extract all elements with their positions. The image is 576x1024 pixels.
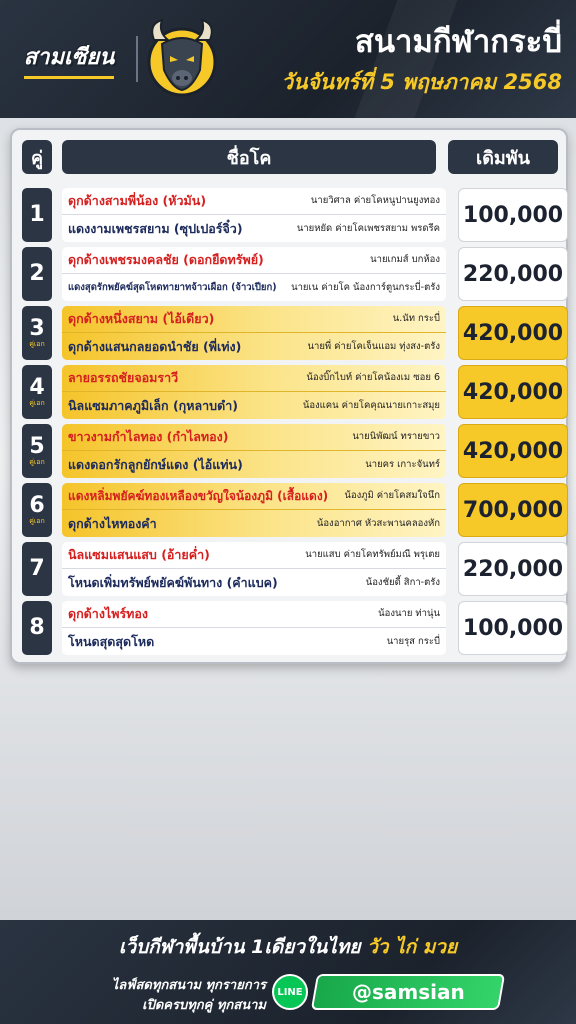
bull-2-line [62,215,446,242]
bet-amount: 100,000 [458,601,568,655]
bull-1-line [62,483,446,510]
footer-open-text: เปิดครบทุกคู่ ทุกสนาม [142,998,266,1013]
bet-amount: 420,000 [458,306,568,360]
match-row [22,424,564,478]
column-header-bet: เดิมพัน [448,140,558,174]
bull-2-line [62,392,446,419]
footer-tagline-text: เว็บกีฬาพื้นบ้าน 1เดียวในไทย [118,936,361,958]
pair-number-badge [22,542,52,596]
bull-2-name: แดงงามเพชรสยาม (ซุปเปอร์จิ๋ว) [68,220,243,236]
page-title: สนามกีฬากระบี่ [354,24,562,60]
bull-2-name: แดงสุดรักพยัคฆ์สุดโหดทายาทจ้าวเผือก (จ้าวเปียก) [68,282,277,293]
bull-1-owner: น.นัท กระบี่ [392,313,440,324]
bull-2-line [62,274,446,301]
bull-2-owner: นายเน ค่ายโค น้องการ์ตูนกระบี่-ตรัง [291,281,440,293]
brand-logo [8,40,130,78]
bull-1-line [62,306,446,333]
header-banner [0,0,576,118]
pair-number: 4 [29,374,45,400]
bull-2-owner: นายรุส กระบี่ [386,635,440,647]
bull-2-owner: นายพี่ ค่ายโคเจ็นแอม ทุ่งสง-ตรัง [307,340,440,352]
bull-1-line [62,601,446,628]
bet-amount: 420,000 [458,424,568,478]
bull-1-owner: น้องบิ๊กไบท์ ค่ายโคน้องเม ซอย 6 [306,372,440,383]
bull-2-line [62,333,446,360]
bull-1-line [62,424,446,451]
match-row [22,601,564,655]
bull-2-name: แดงดอกรักลูกยักษ์แดง (ไอ้แท่น) [68,456,243,472]
bull-1-name: ขาวงามกำไลทอง (กำไลทอง) [68,429,229,444]
pair-number-badge [22,365,52,419]
pair-number-badge [22,424,52,478]
bull-1-line [62,247,446,274]
bull-1-name: ดุกด้างไพร์ทอง [68,606,149,621]
match-row [22,306,564,360]
bull-1-line [62,365,446,392]
bull-2-name: ดุกด้างไหทองคำ [68,515,157,531]
pair-number: 7 [29,556,45,581]
bull-1-name: ดุกด้างเพชรมงคลชัย (ดอกยืดทรัพย์) [68,252,264,267]
bull-1-owner: นายวิศาล ค่ายโคหนูปานยูงทอง [310,195,440,206]
line-handle-button[interactable] [311,974,505,1010]
bull-1-owner: น้องภูมิ ค่ายโคสมใจนึก [344,490,440,501]
brand-divider [136,36,138,82]
pair-number: 6 [29,492,45,518]
bull-1-owner: นายนิพัฒน์ ทรายขาว [352,431,440,442]
bull-names-cell [62,542,446,596]
match-row [22,483,564,537]
pair-number-badge [22,601,52,655]
bull-1-name: ดุกด้างหนึ่งสยาม (ไอ้เดียว) [68,311,215,326]
footer-banner [0,920,576,1024]
bull-1-owner: น้องนาย ท่านุ่น [378,608,440,619]
bull-1-owner: นายแสบ ค่ายโคทรัพย์มณี พรุเตย [305,549,440,560]
pair-number: 3 [29,315,45,341]
brand-name: สามเซียน [24,39,115,79]
line-app-icon[interactable] [272,974,308,1010]
match-table [10,128,568,664]
bull-2-owner: น้องแคน ค่ายโคคุณนายเกาะสมุย [302,399,440,411]
column-header-num: คู่ [22,140,52,174]
bet-amount: 100,000 [458,188,568,242]
main-event-tag: คู่เอก [29,398,45,407]
bull-names-cell [62,188,446,242]
main-event-tag: คู่เอก [29,457,45,466]
pair-number: 8 [29,615,45,640]
bull-2-line [62,569,446,596]
pair-number-badge [22,188,52,242]
bull-1-name: นิลแซมแสนแสบ (อ้ายค่ำ) [68,547,210,562]
match-row [22,365,564,419]
pair-number-badge [22,306,52,360]
pair-number-badge [22,247,52,301]
bull-2-name: นิลแซมภาคภูมิเล็ก (กุหลาบดำ) [68,397,238,413]
bull-1-name: แดงหลิ่มพยัคฆ์ทองเหลืองขวัญใจน้องภูมิ (เสื้อแดง) [68,488,329,503]
pair-number: 2 [29,261,45,286]
bull-2-owner: นายคร เกาะจันทร์ [365,458,440,470]
pair-number: 1 [29,202,45,227]
bull-names-cell [62,306,446,360]
event-date: วันจันทร์ที่ 5 พฤษภาคม 2568 [281,70,562,94]
footer-tagline [0,932,576,962]
bull-2-owner: นายหยัด ค่ายโคเพชรสยาม พรดรีค [296,222,440,234]
footer-tagline-highlight: วัว ไก่ มวย [367,936,458,958]
bull-2-owner: น้องชัยดี้ สิกา-ตรัง [365,576,440,588]
bet-amount: 700,000 [458,483,568,537]
bet-amount: 220,000 [458,247,568,301]
bull-2-name: ดุกด้างแสนกลยอดนำชัย (พี่เท่ง) [68,338,242,354]
bet-amount: 220,000 [458,542,568,596]
bull-names-cell [62,601,446,655]
bull-2-line [62,628,446,655]
bull-2-name: โหนดเพิ่มทรัพย์พยัคฆ์พันทาง (คำแบค) [68,574,278,590]
line-icon-label: LINE [277,986,303,998]
bull-1-name: ดุกด้างสามพี่น้อง (หัวมัน) [68,193,207,208]
bull-names-cell [62,483,446,537]
bull-names-cell [62,365,446,419]
bull-2-owner: น้องอากาศ หัวสะพานคลองหัก [316,517,440,529]
bull-1-line [62,188,446,215]
pair-number-badge [22,483,52,537]
bull-1-owner: นายเกมส์ บกห้อง [370,254,440,265]
bull-2-line [62,451,446,478]
main-event-tag: คู่เอก [29,516,45,525]
pair-number: 5 [29,433,45,459]
bet-amount: 420,000 [458,365,568,419]
column-header-name: ชื่อโค [62,140,436,174]
bull-names-cell [62,247,446,301]
bull-1-line [62,542,446,569]
match-row [22,188,564,242]
match-row [22,247,564,301]
footer-live-text: ไลฟ์สดทุกสนาม ทุกรายการ [111,978,266,993]
bull-2-line [62,510,446,537]
bull-mascot-icon [146,18,218,98]
bull-1-name: ลายอรรถชัยจอมราวี [68,370,179,385]
bull-2-name: โหนดสุดสุดโหด [68,633,155,649]
bull-names-cell [62,424,446,478]
match-row [22,542,564,596]
main-event-tag: คู่เอก [29,339,45,348]
line-handle-text: @samsian [351,980,465,1004]
